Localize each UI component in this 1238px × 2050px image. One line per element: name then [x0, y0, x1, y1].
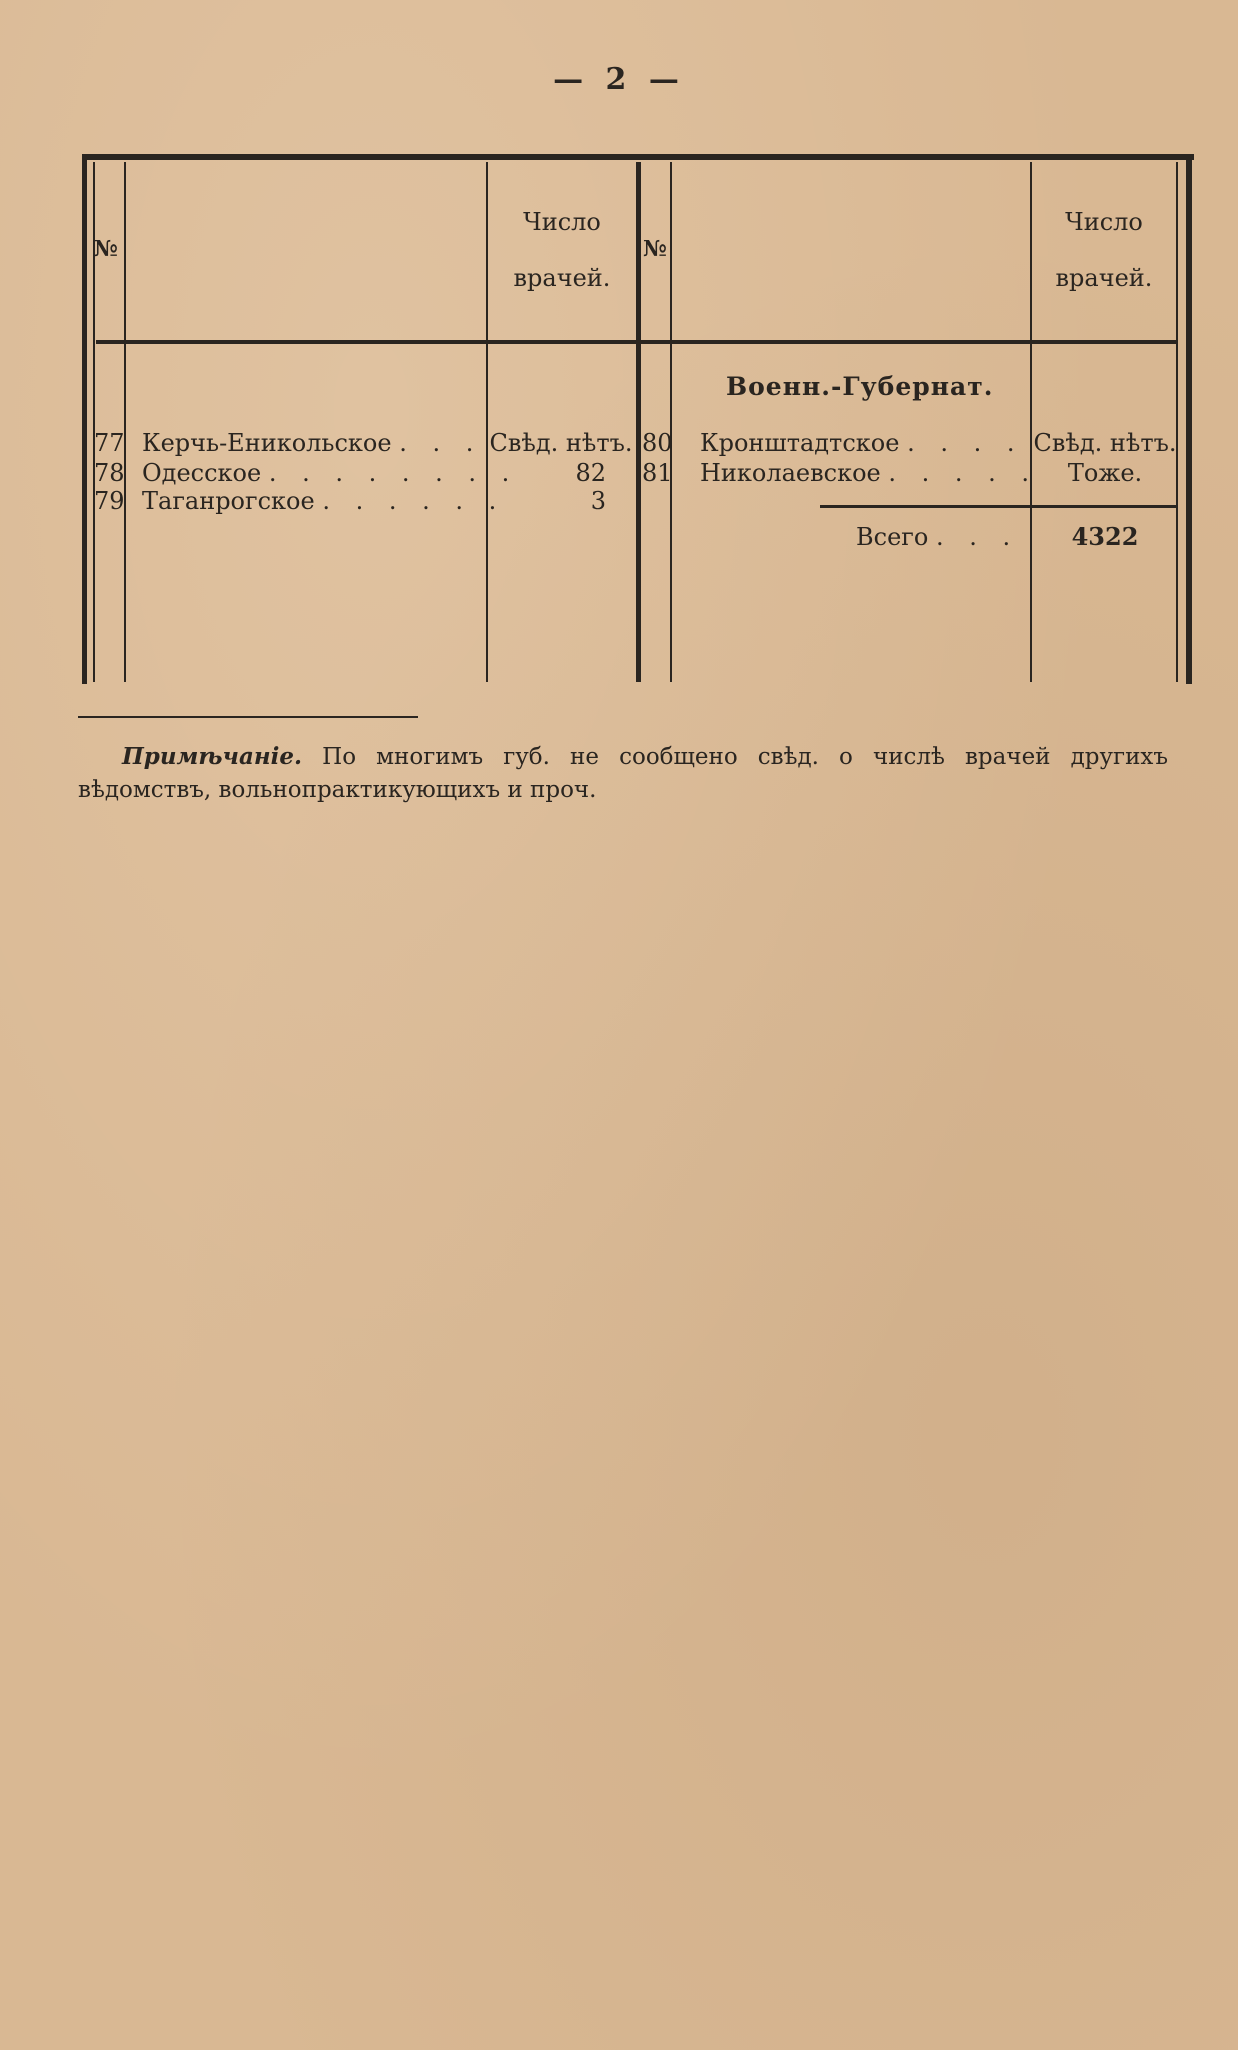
total-label-text: Всего [856, 523, 929, 551]
row-value: 82 [575, 459, 606, 487]
col-line-4 [670, 162, 672, 682]
footnote-text: По многимъ губ. не сообщено свѣд. о числѣ врачей другихъ вѣдомствъ, вольнопрактикующихъ и проч. [78, 744, 1169, 803]
row-value: 3 [590, 487, 606, 515]
total-rule [820, 505, 1176, 508]
row-name-text: Одесское [142, 459, 262, 487]
table-right-border [1186, 154, 1192, 684]
total-value: 4322 [1071, 522, 1139, 551]
row-leader-dots: . . . . . . [322, 487, 506, 515]
row-name-text: Керчь-Еникольское [142, 429, 392, 457]
row-value: Свѣд. нѣтъ. [489, 429, 633, 457]
table-left-border [82, 154, 87, 684]
footnote-label: Примѣчаніе. [122, 743, 303, 770]
col-line-center-thick [636, 162, 641, 682]
row-leader-dots: . . . . . [888, 459, 1039, 487]
total-label [856, 522, 1019, 552]
header-count-right-line1: Число [1065, 208, 1143, 236]
row-leader-dots: . . . [399, 429, 483, 457]
col-line-6 [1176, 162, 1178, 682]
page-number: — 2 — [553, 62, 685, 97]
row-num: 77 [94, 429, 125, 457]
header-count-right-line2: врачей. [1055, 264, 1153, 292]
row-name [142, 486, 505, 516]
row-num: 80 [642, 429, 673, 457]
row-name-text: Кронштадтское [700, 429, 900, 457]
row-value: Свѣд. нѣтъ. [1033, 429, 1177, 457]
total-leader-dots: . . . [935, 523, 1020, 551]
row-name-text: Николаевское [700, 459, 881, 487]
header-count-left [488, 194, 636, 306]
header-count-left-line2: врачей. [513, 264, 611, 292]
row-num: 78 [94, 459, 125, 487]
col-line-2 [124, 162, 126, 682]
table-top-border [82, 154, 1194, 160]
row-leader-dots: . . . . . . . . [268, 459, 519, 487]
row-value: Тоже. [1067, 459, 1143, 487]
header-num-right: № [643, 236, 667, 262]
footnote [78, 740, 1168, 807]
row-name [142, 458, 518, 488]
row-leader-dots: . . . . [907, 429, 1024, 457]
row-name [142, 428, 482, 458]
header-count-left-line1: Число [523, 208, 601, 236]
row-name [700, 458, 1038, 488]
header-num-left: № [94, 236, 118, 262]
footnote-separator [78, 716, 418, 718]
row-name-text: Таганрогское [142, 487, 315, 515]
row-num: 81 [642, 459, 673, 487]
header-count-right [1032, 194, 1176, 306]
section-title: Военн.-Губернат. [726, 372, 994, 401]
row-name [700, 428, 1023, 458]
row-num: 79 [94, 487, 125, 515]
